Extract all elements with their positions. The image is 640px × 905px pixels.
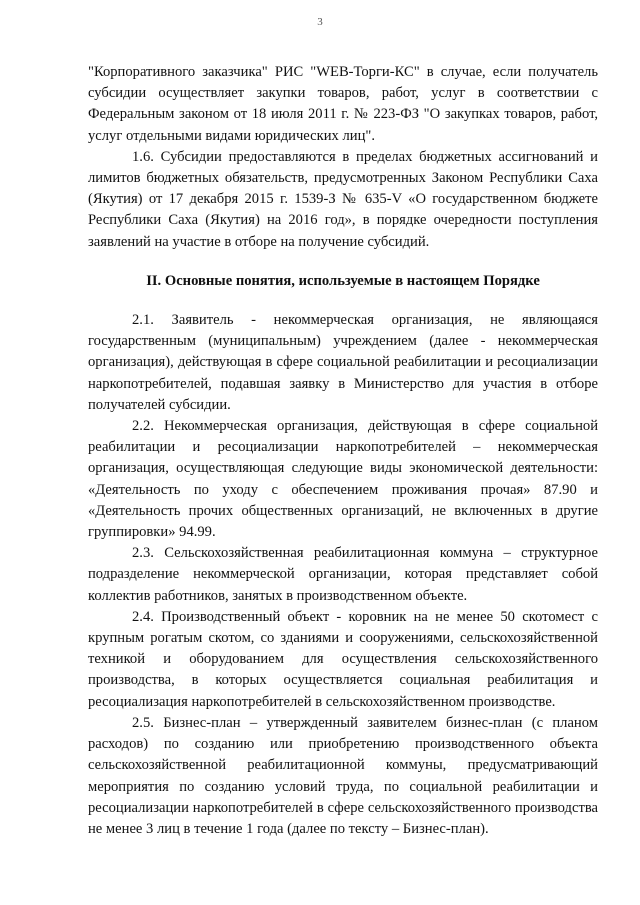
definition-2-5: 2.5. Бизнес-план – утвержденный заявителем бизнес-план (с планом расходов) по созданию или приобретению производственного объекта сельскохозяйственной реабилитационной коммуны, предусматривающий мероприятия по созданию условий труда, по социальной реабилитации и ресоциализации наркопотребителей в сфере сельскохозяйственного производства не менее 3 лиц в течение 1 года (далее по тексту – Бизнес-план).	[88, 714, 598, 837]
definition-2-4: 2.4. Производственный объект - коровник на не менее 50 скотомест с крупным рогатым скотом, со зданиями и сооружениями, сельскохозяйственной техникой и оборудованием для осуществления сельскохозяйственного производства, в которых осуществляется социальная реабилитация и ресоциализация наркопотребителей в сельскохозяйственном производстве.	[88, 608, 598, 710]
paragraph-procurement-continuation: "Корпоративного заказчика" РИС "WEB-Торги-КС" в случае, если получатель субсидии осуществляет закупки товаров, работ, услуг в соответствии с Федеральным законом от 18 июля 2011 г. № 223-ФЗ "О закупках товаров, работ, услуг отдельными видами юридических лиц".	[88, 64, 598, 144]
paragraph-1-6: 1.6. Субсидии предоставляются в пределах бюджетных ассигнований и лимитов бюджетных обязательств, предусмотренных Законом Республики Саха (Якутия) от 17 декабря 2015 г. 1539-З № 635-V «О государственном бюджете Республики Саха (Якутия) на 2016 год», в порядке очередности поступления заявлений на участие в отборе на получение субсидий.	[88, 148, 598, 250]
page-number: 3	[317, 16, 323, 28]
definition-2-2: 2.2. Некоммерческая организация, действующая в сфере социальной реабилитации и ресоциализации наркопотребителей – некоммерческая организация, осуществляющая следующие виды экономической деятельности: «Деятельность по уходу с обеспечением проживания прочая» 87.90 и «Деятельность прочих общественных организаций, не включенных в другие группировки» 94.99.	[88, 418, 598, 541]
definition-2-3: 2.3. Сельскохозяйственная реабилитационная коммуна – структурное подразделение некоммерческой организации, которая представляет собой коллектив работников, занятых в производственном объекте.	[88, 545, 598, 604]
document-body	[88, 62, 598, 840]
definition-2-1: 2.1. Заявитель - некоммерческая организация, не являющаяся государственным (муниципальным) учреждением (далее - некоммерческая организация), действующая в сфере социальной реабилитации и ресоциализации наркопотребителей, подавшая заявку в Министерство для участия в отборе получателей субсидии.	[88, 312, 598, 413]
section-heading: II. Основные понятия, используемые в настоящем Порядке	[146, 272, 540, 289]
